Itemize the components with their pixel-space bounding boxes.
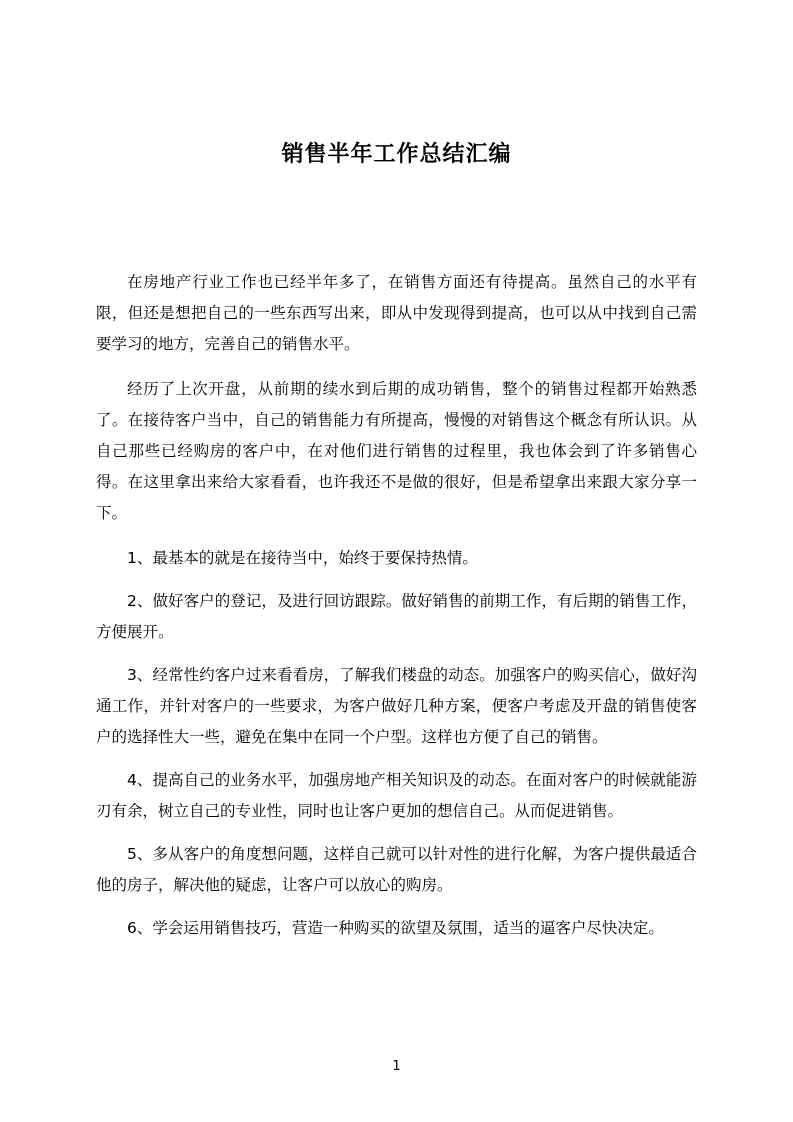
- paragraph: 1、最基本的就是在接待当中，始终于要保持热情。: [127, 548, 478, 567]
- paragraph: 在房地产行业工作也已经半年多了，在销售方面还有待提高。虽然自己的水平有限，但还是想把自己的一些东西写出来，即从中发现得到提高，也可以从中找到自己需要学习的地方，完善自己的销售水平。: [96, 272, 697, 353]
- paragraph: 4、提高自己的业务水平，加强房地产相关知识及的动态。在面对客户的时候就能游刃有余，树立自己的专业性，同时也让客户更加的想信自己。从而促进销售。: [96, 770, 697, 820]
- page-title: 销售半年工作总结汇编: [281, 142, 512, 167]
- paragraph: 经历了上次开盘，从前期的续水到后期的成功销售，整个的销售过程都开始熟悉了。在接待客户当中，自己的销售能力有所提高，慢慢的对销售这个概念有所认识。从自己那些已经购房的客户中，在对他们进行销售的过程里，我也体会到了许多销售心得。在这里拿出来给大家看看，也许我还不是做的很好，但是希望拿出来跟大家分享一下。: [96, 379, 697, 522]
- page-number: 1: [392, 1059, 401, 1074]
- paragraph: 5、多从客户的角度想问题，这样自己就可以针对性的进行化解，为客户提供最适合他的房子，解决他的疑虑，让客户可以放心的购房。: [96, 844, 697, 894]
- document-body: [96, 0, 697, 1122]
- paragraph: 6、学会运用销售技巧，营造一种购买的欲望及氛围，适当的逼客户尽快决定。: [127, 918, 664, 937]
- paragraph: 3、经常性约客户过来看看房，了解我们楼盘的动态。加强客户的购买信心，做好沟通工作，并针对客户的一些要求，为客户做好几种方案，便客户考虑及开盘的销售使客户的选择性大一些，避免在集中在同一个户型。这样也方便了自己的销售。: [96, 665, 697, 746]
- document-content: [96, 267, 697, 944]
- paragraph: 2、做好客户的登记，及进行回访跟踪。做好销售的前期工作，有后期的销售工作，方便展开。: [96, 591, 697, 641]
